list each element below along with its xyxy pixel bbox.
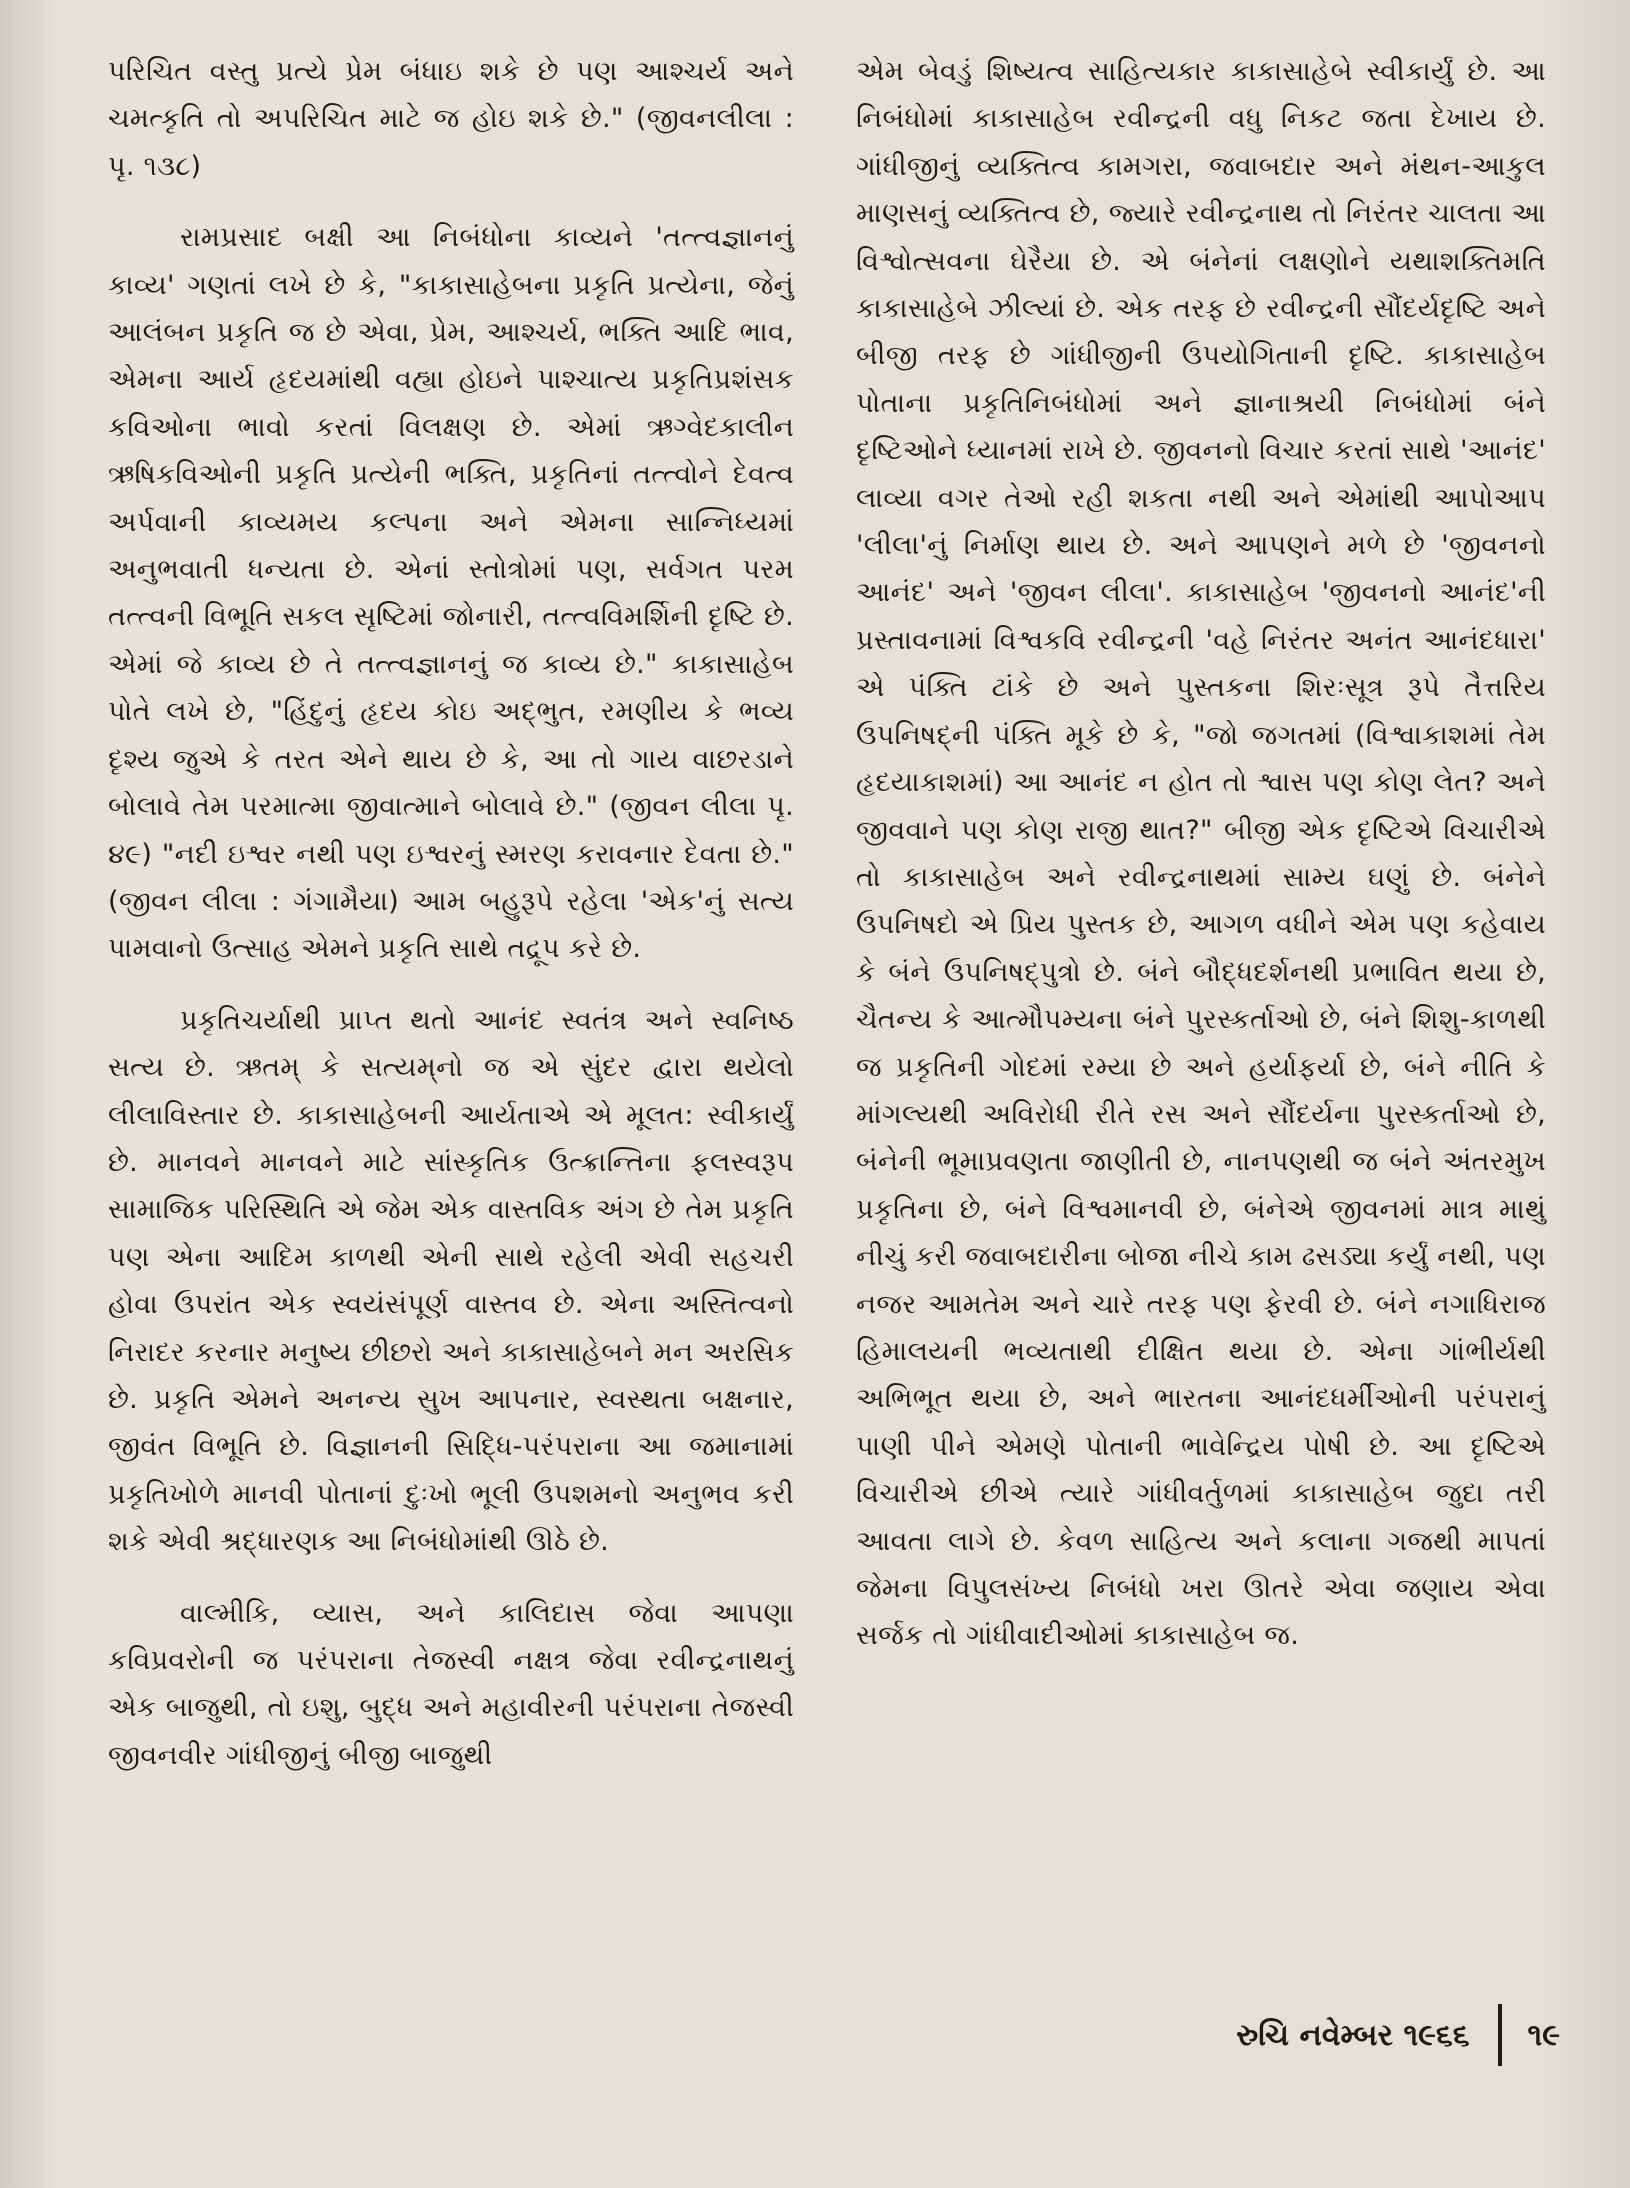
footer-divider [1498, 2004, 1502, 2066]
left-paragraph-2: રામપ્રસાદ બક્ષી આ નિબંધોના કાવ્યને 'તત્ત્વજ્ઞાનનું કાવ્ય' ગણતાં લખે છે કે, "કાકાસાહેબના પ્રકૃતિ પ્રત્યેના, જેનું આલંબન પ્રકૃતિ જ છે એવા, પ્રેમ, આશ્ચર્ય, ભક્તિ આદિ ભાવ, એમના આર્ય હૃદયમાંથી વહ્યા હોઇને પાશ્ચાત્ય પ્રકૃતિપ્રશંસક કવિઓના ભાવો કરતાં વિલક્ષણ છે. એમાં ઋગ્વેદકાલીન ઋષિકવિઓની પ્રકૃતિ પ્રત્યેની ભક્તિ, પ્રકૃતિનાં તત્ત્વોને દેવત્વ અર્પવાની કાવ્યમય કલ્પના અને એમના સાન્નિધ્યમાં અનુભવાતી ધન્યતા છે. એનાં સ્તોત્રોમાં પણ, સર્વગત પરમ તત્ત્વની વિભૂતિ સકલ સૃષ્ટિમાં જોનારી, તત્ત્વવિમર્શિની દૃષ્ટિ છે. એમાં જે કાવ્ય છે તે તત્ત્વજ્ઞાનનું જ કાવ્ય છે." કાકાસાહેબ પોતે લખે છે, "હિંદુનું હૃદય કોઇ અદ્ભુત, રમણીય કે ભવ્ય દૃશ્ય જુએ કે તરત એને થાય છે કે, આ તો ગાય વાછરડાને બોલાવે તેમ પરમાત્મા જીવાત્માને બોલાવે છે." (જીવન લીલા પૃ. ૪૯) "નદી ઇશ્વર નથી પણ ઇશ્વરનું સ્મરણ કરાવનાર દેવતા છે." (જીવન લીલા : ગંગામૈયા) આમ બહુરૂપે રહેલા 'એક'નું સત્ય પામવાનો ઉત્સાહ એમને પ્રકૃતિ સાથે તદ્રૂપ કરે છે. [108, 222, 794, 965]
left-paragraph-3: પ્રકૃતિચર્યાથી પ્રાપ્ત થતો આનંદ સ્વતંત્ર અને સ્વનિષ્ઠ સત્ય છે. ઋતમ્ કે સત્યમ્‌નો જ એ સુંદર દ્વારા થયેલો લીલાવિસ્તાર છે. કાકાસાહેબની આર્યતાએ એ મૂલત: સ્વીકાર્યું છે. માનવને માનવને માટે સાંસ્કૃતિક ઉત્ક્રાન્તિના ફલસ્વરૂપ સામાજિક પરિસ્થિતિ એ જેમ એક વાસ્તવિક અંગ છે તેમ પ્રકૃતિ પણ એના આદિમ કાળથી એની સાથે રહેલી એવી સહચરી હોવા ઉપરાંત એક સ્વયંસંપૂર્ણ વાસ્તવ છે. એના અસ્તિત્વનો નિરાદર કરનાર મનુષ્ય છીછરો અને કાકાસાહેબને મન અરસિક છે. પ્રકૃતિ એમને અનન્ય સુખ આપનાર, સ્વસ્થતા બક્ષનાર, જીવંત વિભૂતિ છે. વિજ્ઞાનની સિદ્ધિ-પરંપરાના આ જમાનામાં પ્રકૃતિખોળે માનવી પોતાનાં દુઃખો ભૂલી ઉપશમનો અનુભવ કરી શકે એવી શ્રદ્ધારણક આ નિબંધોમાંથી ઊઠે છે. [108, 1004, 794, 1558]
left-column [108, 48, 794, 1803]
left-paragraph-4: વાલ્મીકિ, વ્યાસ, અને કાલિદાસ જેવા આપણા કવિપ્રવરોની જ પરંપરાના તેજસ્વી નક્ષત્ર જેવા રવીન્દ્રનાથનું એક બાજુથી, તો ઇશુ, બુદ્ધ અને મહાવીરની પરંપરાના તેજસ્વી જીવનવીર ગાંધીજીનું બીજી બાજુથી [108, 1597, 794, 1771]
right-column [856, 48, 1546, 1684]
left-paragraph-1: પરિચિત વસ્તુ પ્રત્યે પ્રેમ બંધાઇ શકે છે પણ આશ્ચર્ય અને ચમત્કૃતિ તો અપરિચિત માટે જ હોઇ શકે છે." (જીવનલીલા : પૃ. ૧૩૮) [108, 56, 794, 182]
right-paragraph-1: એમ બેવડું શિષ્યત્વ સાહિત્યકાર કાકાસાહેબે સ્વીકાર્યું છે. આ નિબંધોમાં કાકાસાહેબ રવીન્દ્રની વધુ નિકટ જતા દેખાય છે. ગાંધીજીનું વ્યક્તિત્વ કામગરા, જવાબદાર અને મંથન-આકુલ માણસનું વ્યક્તિત્વ છે, જ્યારે રવીન્દ્રનાથ તો નિરંતર ચાલતા આ વિશ્વોત્સવના ઘેરૈયા છે. એ બંનેનાં લક્ષણોને યથાશક્તિમતિ કાકાસાહેબે ઝીલ્યાં છે. એક તરફ છે રવીન્દ્રની સૌંદર્યદૃષ્ટિ અને બીજી તરફ છે ગાંધીજીની ઉપયોગિતાની દૃષ્ટિ. કાકાસાહેબ પોતાના પ્રકૃતિનિબંધોમાં અને જ્ઞાનાશ્રયી નિબંધોમાં બંને દૃષ્ટિઓને ધ્યાનમાં રાખે છે. જીવનનો વિચાર કરતાં સાથે 'આનંદ' લાવ્યા વગર તેઓ રહી શકતા નથી અને એમાંથી આપોઆપ 'લીલા'નું નિર્માણ થાય છે. અને આપણને મળે છે 'જીવનનો આનંદ' અને 'જીવન લીલા'. કાકાસાહેબ 'જીવનનો આનંદ'ની પ્રસ્તાવનામાં વિશ્વકવિ રવીન્દ્રની 'વહે નિરંતર અનંત આનંદધારા' એ પંક્તિ ટાંકે છે અને પુસ્તકના શિરઃસૂત્ર રૂપે તૈત્તરિય ઉપનિષદ્‌ની પંક્તિ મૂકે છે કે, "જો જગતમાં (વિશ્વાકાશમાં તેમ હૃદયાકાશમાં) આ આનંદ ન હોત તો શ્વાસ પણ કોણ લેત? અને જીવવાને પણ કોણ રાજી થાત?" બીજી એક દૃષ્ટિએ વિચારીએ તો કાકાસાહેબ અને રવીન્દ્રનાથમાં સામ્ય ઘણું છે. બંનેને ઉપનિષદો એ પ્રિય પુસ્તક છે, આગળ વધીને એમ પણ કહેવાય કે બંને ઉપનિષદ્‌પુત્રો છે. બંને બૌદ્ધદર્શનથી પ્રભાવિત થયા છે, ચૈતન્ય કે આત્મૌપમ્યના બંને પુરસ્કર્તાઓ છે, બંને શિશુ-કાળથી જ પ્રકૃતિની ગોદમાં રમ્યા છે અને હર્યાફર્યા છે, બંને નીતિ કે માંગલ્યથી અવિરોધી રીતે રસ અને સૌંદર્યના પુરસ્કર્તાઓ છે, બંનેની ભૂમાપ્રવણતા જાણીતી છે, નાનપણથી જ બંને અંતરમુખ પ્રકૃતિના છે, બંને વિશ્વમાનવી છે, બંનેએ જીવનમાં માત્ર માથું નીચું કરી જવાબદારીના બોજા નીચે કામ ઢસડ્યા કર્યું નથી, પણ નજર આમતેમ અને ચારે તરફ પણ ફેરવી છે. બંને નગાધિરાજ હિમાલયની ભવ્યતાથી દીક્ષિત થયા છે. એના ગાંભીર્યથી અભિભૂત થયા છે, અને ભારતના આનંદધર્મીઓની પરંપરાનું પાણી પીને એમણે પોતાની ભાવેન્દ્રિય પોષી છે. આ દૃષ્ટિએ વિચારીએ છીએ ત્યારે ગાંધીવર્તુળમાં કાકાસાહેબ જુદા તરી આવતા લાગે છે. કેવળ સાહિત્ય અને કલાના ગજથી માપતાં જેમના વિપુલસંખ્ય નિબંધો ખરા ઊતરે એવા જણાય એવા સર્જક તો ગાંધીવાદીઓમાં કાકાસાહેબ જ. [856, 56, 1546, 1652]
magazine-issue: રુચિ નવેમ્બર ૧૯૬૬ [1236, 2017, 1470, 2053]
page-number: ૧૯ [1527, 2017, 1560, 2053]
page-footer [1236, 2000, 1560, 2070]
